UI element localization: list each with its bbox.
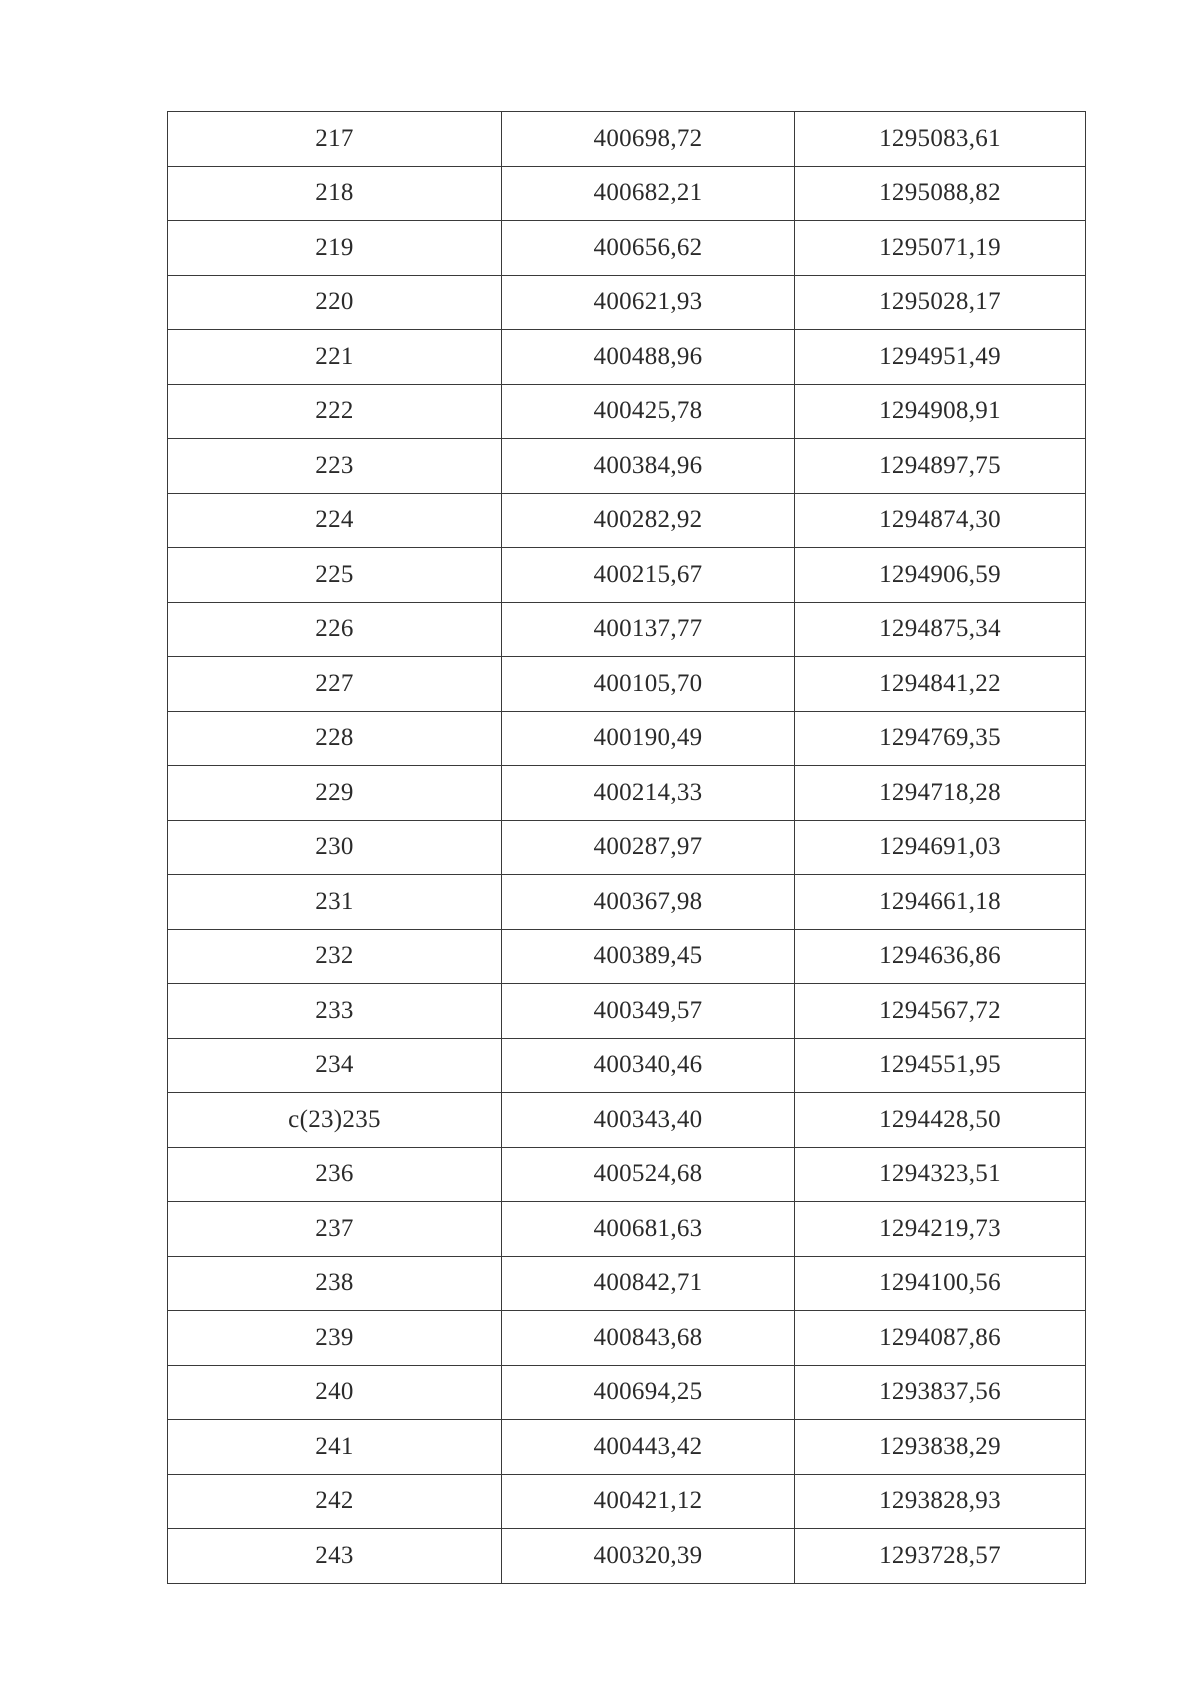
- x-coordinate-cell: 400384,96: [502, 439, 795, 494]
- x-coordinate-cell: 400682,21: [502, 166, 795, 221]
- x-coordinate-cell: 400340,46: [502, 1038, 795, 1093]
- y-coordinate-cell: 1295088,82: [795, 166, 1086, 221]
- table-row: [168, 875, 1086, 930]
- point-number-cell: 240: [168, 1365, 502, 1420]
- x-coordinate-cell: 400367,98: [502, 875, 795, 930]
- y-coordinate-cell: 1294219,73: [795, 1202, 1086, 1257]
- table-row: [168, 1256, 1086, 1311]
- y-coordinate-cell: 1293828,93: [795, 1474, 1086, 1529]
- y-coordinate-cell: 1294661,18: [795, 875, 1086, 930]
- table-row: [168, 493, 1086, 548]
- y-coordinate-cell: 1294951,49: [795, 330, 1086, 385]
- point-number-cell: 224: [168, 493, 502, 548]
- x-coordinate-cell: 400320,39: [502, 1529, 795, 1584]
- table-row: [168, 711, 1086, 766]
- x-coordinate-cell: 400287,97: [502, 820, 795, 875]
- x-coordinate-cell: 400443,42: [502, 1420, 795, 1475]
- x-coordinate-cell: 400843,68: [502, 1311, 795, 1366]
- table-row: [168, 439, 1086, 494]
- point-number-cell: 219: [168, 221, 502, 276]
- y-coordinate-cell: 1294875,34: [795, 602, 1086, 657]
- point-number-cell: 217: [168, 112, 502, 167]
- table-row: [168, 657, 1086, 712]
- table-row: [168, 1529, 1086, 1584]
- table-row: [168, 1474, 1086, 1529]
- table-row: [168, 330, 1086, 385]
- x-coordinate-cell: 400282,92: [502, 493, 795, 548]
- point-number-cell: 243: [168, 1529, 502, 1584]
- y-coordinate-cell: 1294769,35: [795, 711, 1086, 766]
- y-coordinate-cell: 1293728,57: [795, 1529, 1086, 1584]
- x-coordinate-cell: 400215,67: [502, 548, 795, 603]
- y-coordinate-cell: 1294323,51: [795, 1147, 1086, 1202]
- y-coordinate-cell: 1293837,56: [795, 1365, 1086, 1420]
- table-row: [168, 1420, 1086, 1475]
- point-number-cell: 228: [168, 711, 502, 766]
- point-number-cell: 231: [168, 875, 502, 930]
- table-row: [168, 984, 1086, 1039]
- x-coordinate-cell: 400343,40: [502, 1093, 795, 1148]
- point-number-cell: 241: [168, 1420, 502, 1475]
- table-row: [168, 1093, 1086, 1148]
- y-coordinate-cell: 1294874,30: [795, 493, 1086, 548]
- table-row: [168, 1038, 1086, 1093]
- y-coordinate-cell: 1294567,72: [795, 984, 1086, 1039]
- x-coordinate-cell: 400524,68: [502, 1147, 795, 1202]
- y-coordinate-cell: 1295071,19: [795, 221, 1086, 276]
- table-row: [168, 820, 1086, 875]
- y-coordinate-cell: 1294428,50: [795, 1093, 1086, 1148]
- x-coordinate-cell: 400190,49: [502, 711, 795, 766]
- table-row: [168, 548, 1086, 603]
- point-number-cell: 225: [168, 548, 502, 603]
- point-number-cell: 220: [168, 275, 502, 330]
- point-number-cell: 237: [168, 1202, 502, 1257]
- x-coordinate-cell: 400698,72: [502, 112, 795, 167]
- x-coordinate-cell: 400389,45: [502, 929, 795, 984]
- point-number-cell: 239: [168, 1311, 502, 1366]
- point-number-cell: 226: [168, 602, 502, 657]
- table-row: [168, 1365, 1086, 1420]
- x-coordinate-cell: 400349,57: [502, 984, 795, 1039]
- point-number-cell: 218: [168, 166, 502, 221]
- x-coordinate-cell: 400656,62: [502, 221, 795, 276]
- table-row: [168, 166, 1086, 221]
- x-coordinate-cell: 400694,25: [502, 1365, 795, 1420]
- point-number-cell: 229: [168, 766, 502, 821]
- point-number-cell: c(23)235: [168, 1093, 502, 1148]
- x-coordinate-cell: 400681,63: [502, 1202, 795, 1257]
- x-coordinate-cell: 400105,70: [502, 657, 795, 712]
- x-coordinate-cell: 400421,12: [502, 1474, 795, 1529]
- table-row: [168, 929, 1086, 984]
- x-coordinate-cell: 400621,93: [502, 275, 795, 330]
- coordinates-table: [167, 111, 1086, 1584]
- y-coordinate-cell: 1294087,86: [795, 1311, 1086, 1366]
- point-number-cell: 242: [168, 1474, 502, 1529]
- point-number-cell: 230: [168, 820, 502, 875]
- x-coordinate-cell: 400842,71: [502, 1256, 795, 1311]
- point-number-cell: 238: [168, 1256, 502, 1311]
- table-row: [168, 384, 1086, 439]
- y-coordinate-cell: 1294691,03: [795, 820, 1086, 875]
- point-number-cell: 222: [168, 384, 502, 439]
- y-coordinate-cell: 1294636,86: [795, 929, 1086, 984]
- y-coordinate-cell: 1294718,28: [795, 766, 1086, 821]
- x-coordinate-cell: 400488,96: [502, 330, 795, 385]
- table-row: [168, 1311, 1086, 1366]
- y-coordinate-cell: 1294897,75: [795, 439, 1086, 494]
- y-coordinate-cell: 1294551,95: [795, 1038, 1086, 1093]
- table-row: [168, 221, 1086, 276]
- table-row: [168, 1202, 1086, 1257]
- point-number-cell: 236: [168, 1147, 502, 1202]
- table-row: [168, 275, 1086, 330]
- table-row: [168, 766, 1086, 821]
- y-coordinate-cell: 1295028,17: [795, 275, 1086, 330]
- x-coordinate-cell: 400214,33: [502, 766, 795, 821]
- point-number-cell: 227: [168, 657, 502, 712]
- point-number-cell: 221: [168, 330, 502, 385]
- y-coordinate-cell: 1293838,29: [795, 1420, 1086, 1475]
- y-coordinate-cell: 1294841,22: [795, 657, 1086, 712]
- y-coordinate-cell: 1294100,56: [795, 1256, 1086, 1311]
- table-row: [168, 112, 1086, 167]
- table-row: [168, 1147, 1086, 1202]
- point-number-cell: 234: [168, 1038, 502, 1093]
- point-number-cell: 233: [168, 984, 502, 1039]
- point-number-cell: 223: [168, 439, 502, 494]
- y-coordinate-cell: 1294906,59: [795, 548, 1086, 603]
- x-coordinate-cell: 400425,78: [502, 384, 795, 439]
- y-coordinate-cell: 1295083,61: [795, 112, 1086, 167]
- table-row: [168, 602, 1086, 657]
- point-number-cell: 232: [168, 929, 502, 984]
- y-coordinate-cell: 1294908,91: [795, 384, 1086, 439]
- x-coordinate-cell: 400137,77: [502, 602, 795, 657]
- coordinates-table-body: [168, 112, 1086, 1584]
